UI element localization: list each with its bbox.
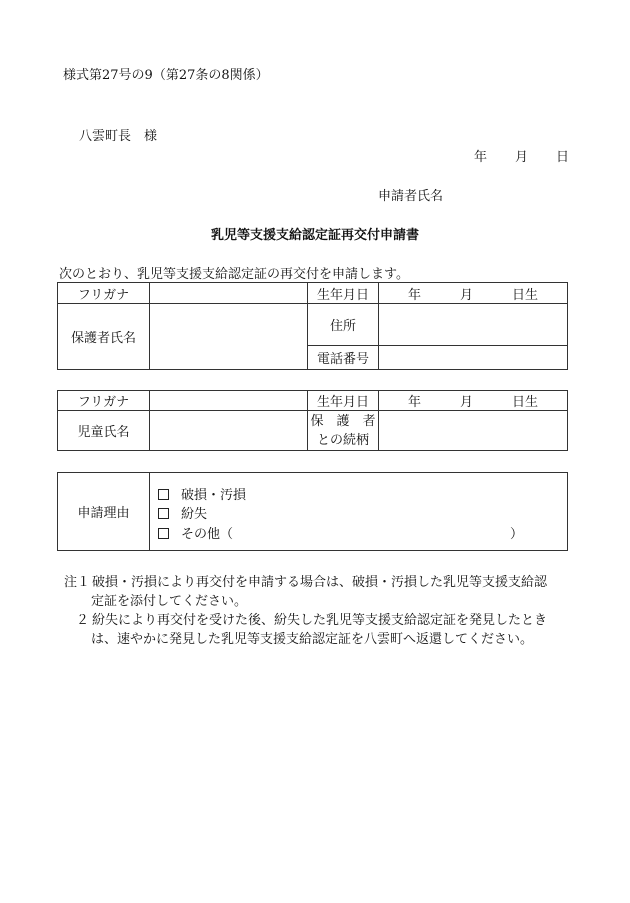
date-day: 日 — [556, 150, 570, 165]
guardian-furigana-label: フリガナ — [58, 283, 150, 304]
child-name-field[interactable] — [150, 411, 308, 451]
applicant-name-label: 申請者氏名 — [378, 189, 444, 204]
note-1 — [64, 573, 548, 592]
reason-option-damage[interactable] — [158, 484, 246, 503]
guardian-furigana-field[interactable] — [150, 283, 308, 304]
child-furigana-field[interactable] — [150, 391, 308, 411]
child-relation-label — [308, 411, 379, 451]
child-relation-field[interactable] — [379, 411, 568, 451]
addressee: 八雲町長 様 — [79, 129, 158, 144]
date-month: 月 — [515, 150, 529, 165]
guardian-name-label: 保護者氏名 — [58, 304, 150, 370]
checkbox-icon[interactable] — [158, 508, 169, 519]
relation-line-2: との続柄 — [316, 432, 369, 448]
reason-option-label: 紛失 — [181, 507, 208, 522]
reason-option-lost[interactable] — [158, 503, 207, 522]
other-close-paren: ） — [510, 527, 524, 542]
note-2 — [76, 611, 548, 630]
guardian-address-label: 住所 — [308, 304, 379, 346]
reason-table — [57, 472, 568, 551]
reason-option-other[interactable] — [158, 523, 233, 542]
child-furigana-label: フリガナ — [58, 391, 150, 411]
child-name-label: 児童氏名 — [58, 411, 150, 451]
child-birth-label: 生年月日 — [308, 391, 379, 411]
intro-text: 次のとおり、乳児等支援支給認定証の再交付を申請します。 — [59, 267, 409, 282]
guardian-phone-field[interactable] — [379, 346, 568, 370]
page-title: 乳児等支援支給認定証再交付申請書 — [210, 228, 419, 243]
relation-line-1: 保 護 者 — [310, 413, 376, 429]
child-table — [57, 390, 568, 451]
note-number: 注１ — [64, 575, 91, 590]
guardian-table — [57, 282, 568, 370]
checkbox-icon[interactable] — [158, 489, 169, 500]
reason-option-label: 破損・汚損 — [181, 488, 247, 503]
reason-label: 申請理由 — [58, 473, 150, 551]
guardian-birth-field[interactable]: 年 月 日生 — [379, 283, 568, 304]
guardian-address-field[interactable] — [379, 304, 568, 346]
note-text: 紛失により再交付を受けた後、紛失した乳児等支援支給認定証を発見したとき — [92, 613, 548, 628]
guardian-phone-label: 電話番号 — [308, 346, 379, 370]
note-1-continued: 定証を添付してください。 — [91, 594, 248, 609]
checkbox-icon[interactable] — [158, 528, 169, 539]
guardian-name-field[interactable] — [150, 304, 308, 370]
form-number: 様式第27号の9（第27条の8関係） — [63, 68, 269, 83]
guardian-birth-label: 生年月日 — [308, 283, 379, 304]
reason-options — [150, 473, 568, 551]
reason-option-label: その他（ — [181, 527, 234, 542]
child-birth-field[interactable]: 年 月 日生 — [379, 391, 568, 411]
date-year: 年 — [474, 150, 488, 165]
note-2-continued: は、速やかに発見した乳児等支援支給認定証を八雲町へ返還してください。 — [91, 632, 534, 647]
note-number: ２ — [76, 613, 90, 628]
note-text: 破損・汚損により再交付を申請する場合は、破損・汚損した乳児等支援支給認 — [92, 575, 548, 590]
